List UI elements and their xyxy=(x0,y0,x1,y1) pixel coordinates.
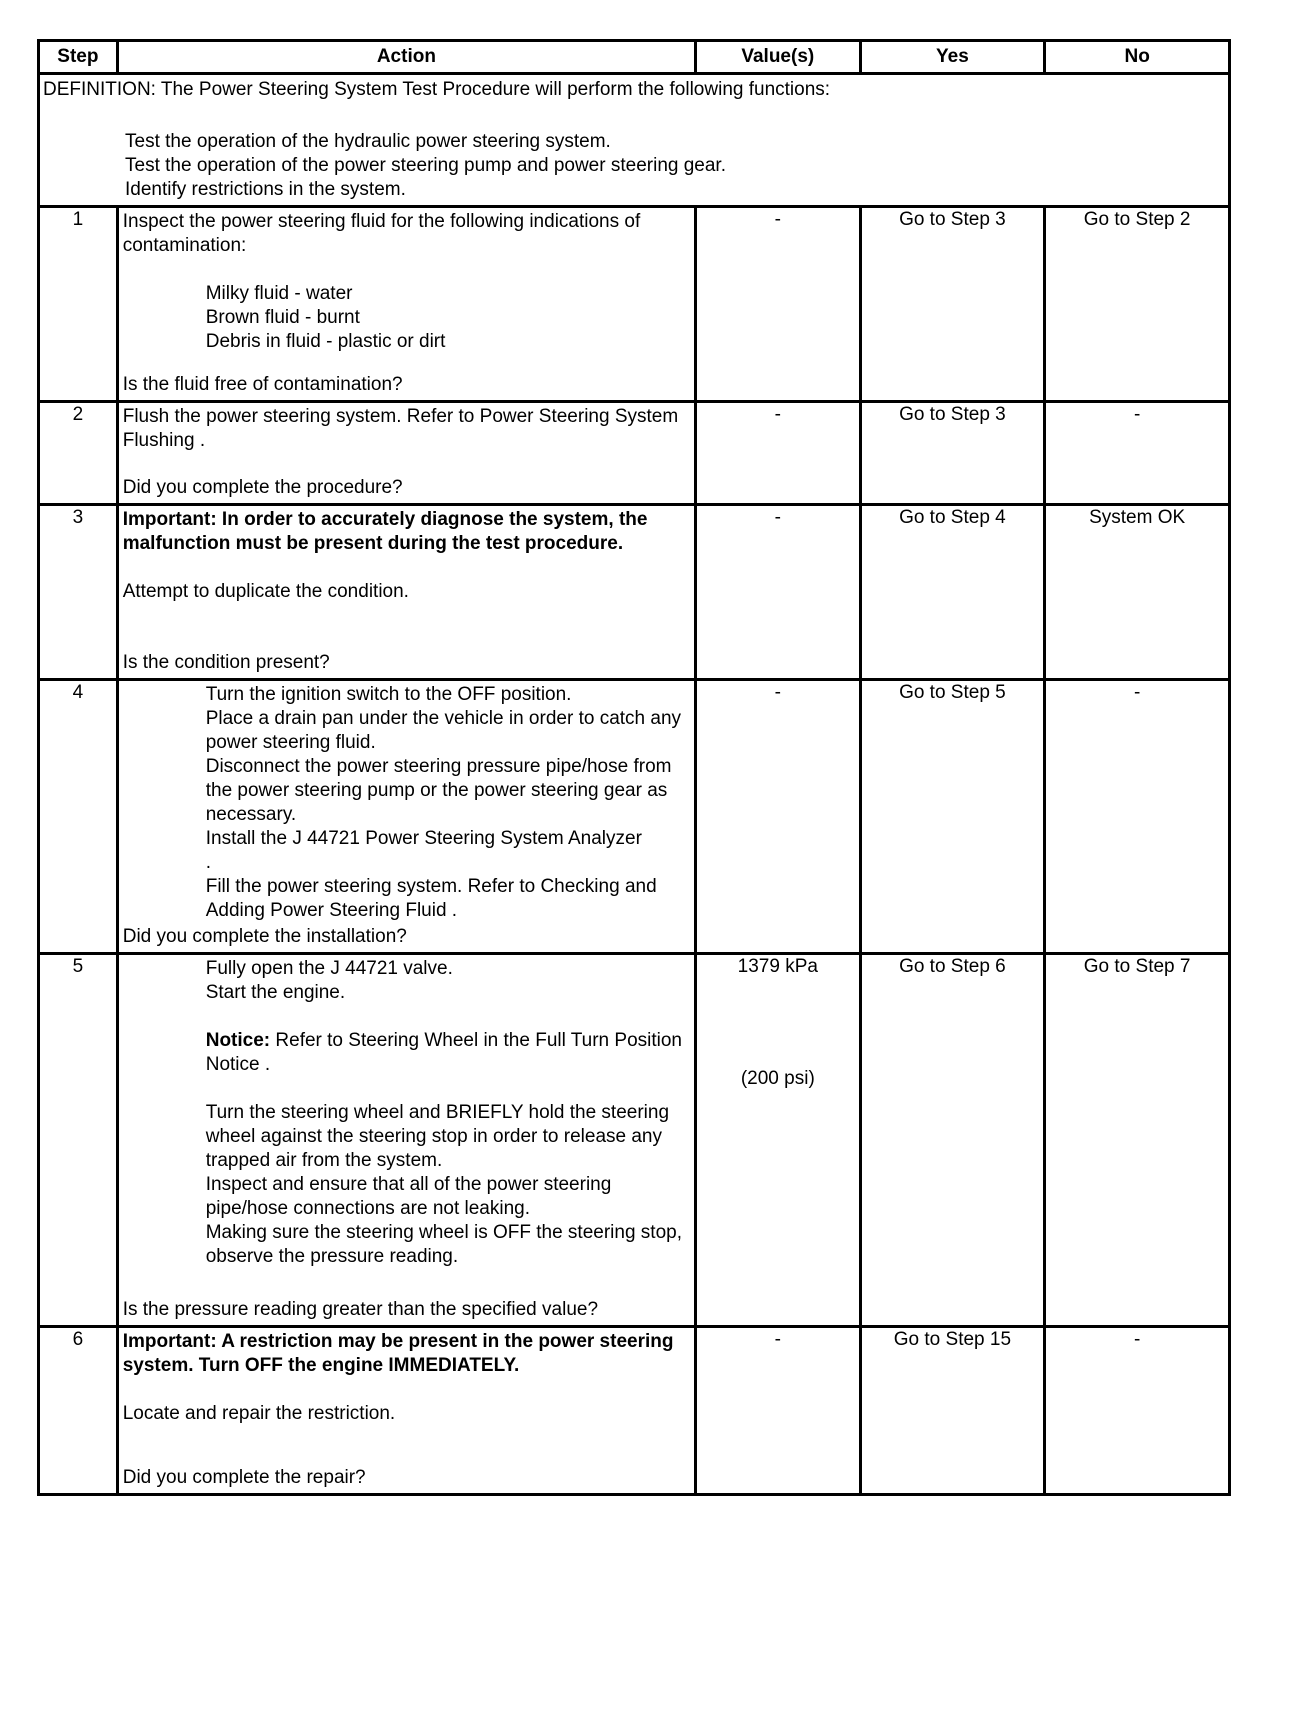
notice-text: Refer to Steering Wheel in the Full Turn Position Notice . xyxy=(205,1030,682,1075)
step-number: 3 xyxy=(39,505,118,680)
step-question: Is the fluid free of contamination? xyxy=(122,374,403,395)
step-value: - xyxy=(696,402,861,505)
step-number: 5 xyxy=(39,954,118,1327)
step-row-5 xyxy=(39,954,1230,1327)
step-body: Attempt to duplicate the condition. xyxy=(122,581,409,602)
step-question: Did you complete the repair? xyxy=(122,1467,366,1488)
notice-note xyxy=(206,1029,690,1077)
definition-item: Test the operation of the power steering pump and power steering gear. xyxy=(125,155,726,176)
step-question: Did you complete the procedure? xyxy=(122,477,403,498)
yes-result: Go to Step 6 xyxy=(899,956,1006,977)
step-number: 1 xyxy=(39,207,118,402)
step-item: Making sure the steering wheel is OFF the steering stop, observe the pressure reading. xyxy=(205,1222,682,1267)
step-row-3 xyxy=(39,505,1230,680)
important-note: Important: In order to accurately diagnose the system, the malfunction must be present during the test procedure. xyxy=(122,509,648,554)
definition-item: Test the operation of the hydraulic power steering system. xyxy=(125,131,611,152)
step-value: - xyxy=(696,680,861,954)
step-value: - xyxy=(696,1327,861,1495)
step-row-6 xyxy=(39,1327,1230,1495)
step-question: Did you complete the installation? xyxy=(122,926,407,947)
no-result: - xyxy=(1133,682,1141,703)
step-row-4 xyxy=(39,680,1230,954)
step-item: . xyxy=(205,852,211,873)
step-body: Locate and repair the restriction. xyxy=(122,1403,396,1424)
definition-row xyxy=(39,74,1230,207)
notice-label: Notice: xyxy=(205,1030,271,1051)
step-number: 6 xyxy=(39,1327,118,1495)
definition-intro: DEFINITION: The Power Steering System Test Procedure will perform the following functions: xyxy=(43,79,831,100)
step-question: Is the condition present? xyxy=(122,652,330,673)
step-value: - xyxy=(696,505,861,680)
step-intro: Inspect the power steering fluid for the following indications of contamination: xyxy=(122,211,641,256)
yes-result: Go to Step 4 xyxy=(899,507,1006,528)
step-item: Turn the ignition switch to the OFF position. xyxy=(205,684,572,705)
definition-item: Identify restrictions in the system. xyxy=(125,179,406,200)
header-values: Value(s) xyxy=(696,41,861,74)
step-item: Place a drain pan under the vehicle in order to catch any power steering fluid. xyxy=(205,708,682,753)
step-row-1 xyxy=(39,207,1230,402)
step-question: Is the pressure reading greater than the specified value? xyxy=(122,1299,599,1320)
no-result: - xyxy=(1133,404,1141,425)
header-no: No xyxy=(1045,41,1230,74)
step-value: - xyxy=(696,207,861,402)
value-psi: (200 psi) xyxy=(740,1068,815,1089)
step-item: Fully open the J 44721 valve. xyxy=(205,958,453,979)
yes-result: Go to Step 3 xyxy=(899,404,1006,425)
header-action: Action xyxy=(117,41,695,74)
no-result: Go to Step 2 xyxy=(1083,209,1191,230)
value-kpa: 1379 kPa xyxy=(737,956,818,977)
step-item: Milky fluid - water xyxy=(205,283,353,304)
yes-result: Go to Step 5 xyxy=(899,682,1006,703)
no-result: System OK xyxy=(1089,507,1186,528)
step-item: Install the J 44721 Power Steering System Analyzer xyxy=(205,828,642,849)
no-result: - xyxy=(1133,1329,1141,1350)
step-item: Brown fluid - burnt xyxy=(205,307,360,328)
step-item: Disconnect the power steering pressure pipe/hose from the power steering pump or the power steering gear as necessary. xyxy=(205,756,672,825)
no-result: Go to Step 7 xyxy=(1083,956,1191,977)
step-number: 4 xyxy=(39,680,118,954)
step-item: Turn the steering wheel and BRIEFLY hold the steering wheel against the steering stop in order to release any trapped air from the system. xyxy=(205,1102,670,1171)
step-number: 2 xyxy=(39,402,118,505)
yes-result: Go to Step 15 xyxy=(893,1329,1012,1350)
step-intro: Flush the power steering system. Refer to Power Steering System Flushing . xyxy=(122,406,679,451)
step-item: Start the engine. xyxy=(205,982,346,1003)
procedure-table xyxy=(37,39,1231,1496)
header-yes: Yes xyxy=(860,41,1045,74)
important-note: Important: A restriction may be present in the power steering system. Turn OFF the engine IMMEDIATELY. xyxy=(122,1331,674,1376)
step-item: Debris in fluid - plastic or dirt xyxy=(205,331,446,352)
header-row xyxy=(39,41,1230,74)
step-item: Fill the power steering system. Refer to Checking and Adding Power Steering Fluid . xyxy=(205,876,657,921)
step-item: Inspect and ensure that all of the power steering pipe/hose connections are not leaking. xyxy=(205,1174,612,1219)
header-step: Step xyxy=(39,41,118,74)
step-row-2 xyxy=(39,402,1230,505)
yes-result: Go to Step 3 xyxy=(899,209,1006,230)
